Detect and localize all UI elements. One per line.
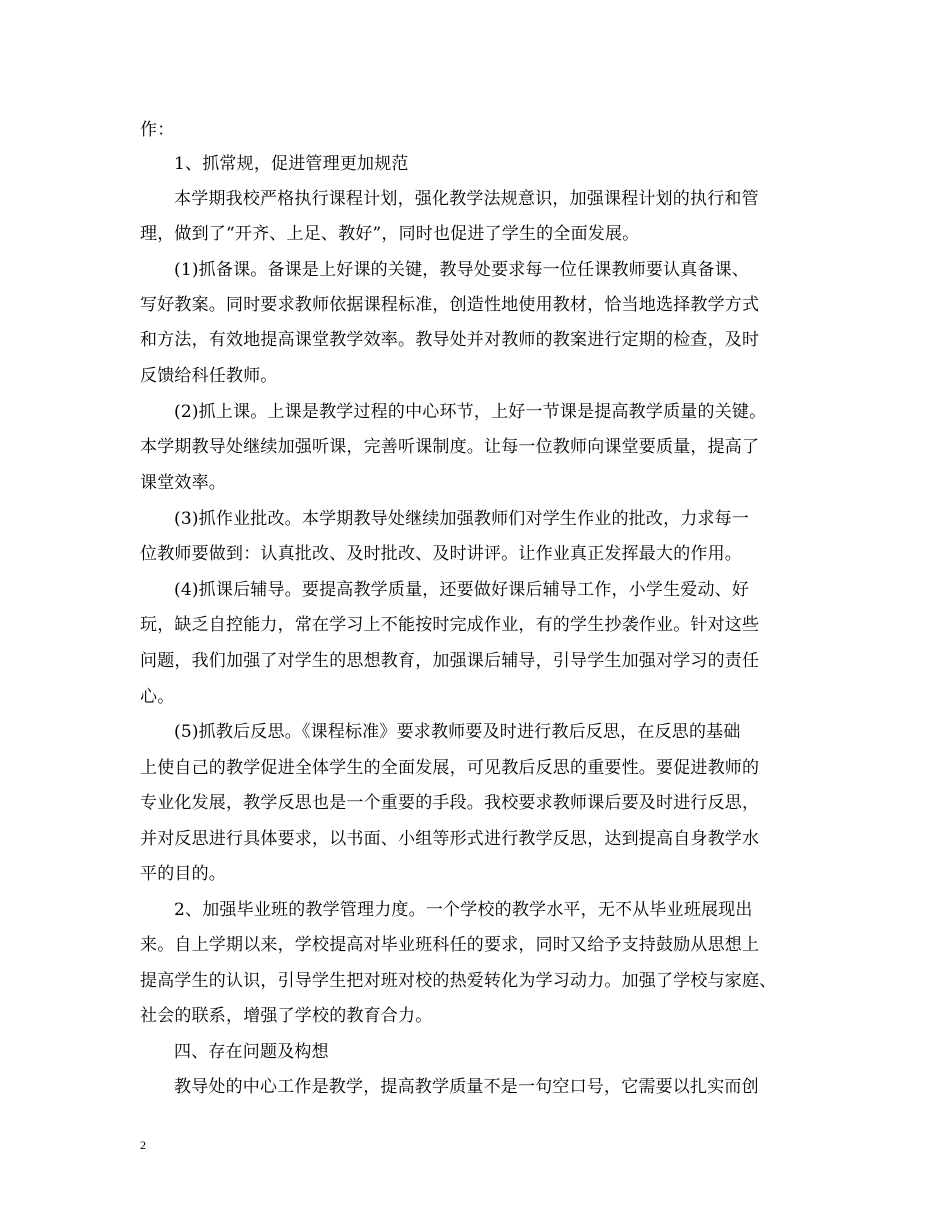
- text-line: 教导处的中心工作是教学，提高教学质量不是一句空口号，它需要以扎实而创: [174, 1077, 759, 1097]
- text-line: 本学期我校严格执行课程计划，强化教学法规意识，加强课程计划的执行和管: [174, 189, 759, 209]
- section-heading: 四、存在问题及构想: [174, 1042, 329, 1062]
- text-line: 并对反思进行具体要求，以书面、小组等形式进行教学反思，达到提高自身教学水: [140, 829, 760, 849]
- text-line: (1)抓备课。备课是上好课的关键，教导处要求每一位任课教师要认真备课、: [174, 260, 750, 280]
- text-line: 上使自己的教学促进全体学生的全面发展，可见教后反思的重要性。要促进教师的: [140, 758, 760, 778]
- text-line: (3)抓作业批改。本学期教导处继续加强教师们对学生作业的批改，力求每一: [174, 509, 750, 529]
- text-line: (2)抓上课。上课是教学过程的中心环节，上好一节课是提高教学质量的关键。: [174, 402, 767, 422]
- text-line: 来。自上学期以来，学校提高对毕业班科任的要求，同时又给予支持鼓励从思想上: [140, 935, 760, 955]
- text-line: 1、抓常规，促进管理更加规范: [174, 154, 409, 174]
- text-line: 反馈给科任教师。: [140, 366, 278, 386]
- text-line: 理，做到了“开齐、上足、教好”，同时也促进了学生的全面发展。: [140, 224, 640, 244]
- text-line: 玩，缺乏自控能力，常在学习上不能按时完成作业，有的学生抄袭作业。针对这些: [140, 615, 760, 635]
- text-line: 2、加强毕业班的教学管理力度。一个学校的教学水平，无不从毕业班展现出: [174, 900, 753, 920]
- page-number: 2: [140, 1138, 146, 1152]
- text-line: (4)抓课后辅导。要提高教学质量，还要做好课后辅导工作，小学生爱动、好: [174, 580, 750, 600]
- text-line: 问题，我们加强了对学生的思想教育，加强课后辅导，引导学生加强对学习的责任: [140, 651, 760, 671]
- text-line: (5)抓教后反思。《课程标准》要求教师要及时进行教后反思，在反思的基础: [174, 722, 741, 742]
- text-line: 写好教案。同时要求教师依据课程标准，创造性地使用教材，恰当地选择教学方式: [140, 295, 760, 315]
- text-line: 平的目的。: [140, 864, 226, 884]
- text-line: 本学期教导处继续加强听课，完善听课制度。让每一位教师向课堂要质量，提高了: [140, 437, 760, 457]
- text-line: 提高学生的认识，引导学生把对班对校的热爱转化为学习动力。加强了学校与家庭、: [140, 971, 777, 991]
- text-line: 位教师要做到：认真批改、及时批改、及时讲评。让作业真正发挥最大的作用。: [140, 544, 742, 564]
- text-line: 心。: [140, 687, 175, 707]
- text-line: 社会的联系，增强了学校的教育合力。: [140, 1006, 433, 1026]
- text-line: 课堂效率。: [140, 473, 226, 493]
- text-line: 和方法，有效地提高课堂教学效率。教导处并对教师的教案进行定期的检查，及时: [140, 330, 760, 350]
- text-line: 作：: [140, 120, 175, 140]
- text-line: 专业化发展，教学反思也是一个重要的手段。我校要求教师课后要及时进行反思，: [140, 793, 760, 813]
